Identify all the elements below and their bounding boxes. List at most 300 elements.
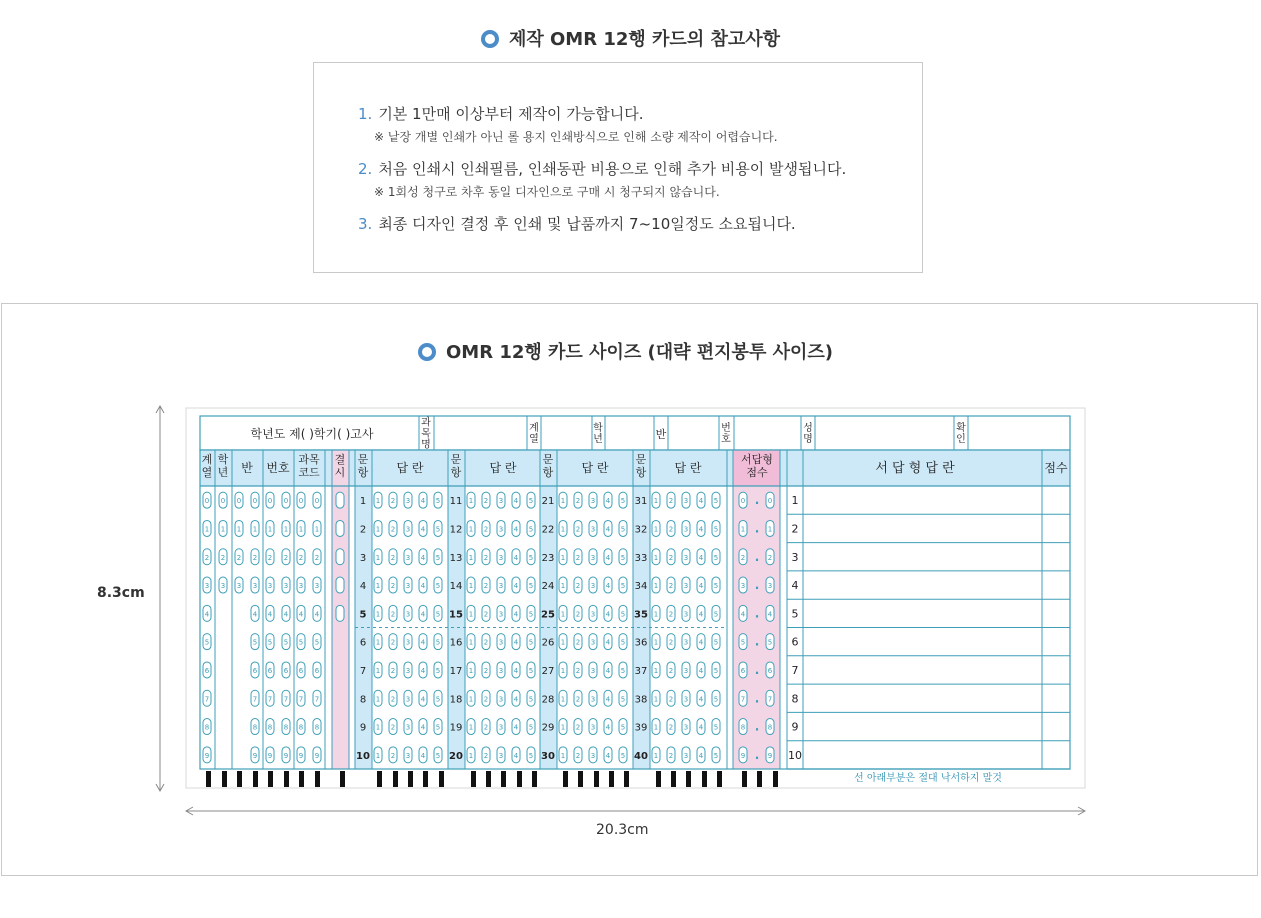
answer-bubble: 1 [653,638,659,647]
answer-bubble: 2 [668,525,674,534]
answer-bubble: 4 [513,638,519,647]
answer-bubble: 1 [375,638,381,647]
answer-bubble: 1 [560,695,566,704]
number-label: 번 [721,423,731,434]
answer-bubble: 1 [468,497,474,506]
answer-bubble: 5 [713,582,719,591]
answer-bubble: 2 [483,695,489,704]
answer-bubble: 3 [590,525,596,534]
col-question-label: 문 [635,453,647,466]
answer-bubble: 2 [483,751,489,760]
answer-bubble: 2 [668,723,674,732]
subject-code-bubble: 0 [314,497,320,506]
answer-bubble: 1 [560,751,566,760]
answer-bubble: 1 [468,723,474,732]
timing-mark [609,771,614,787]
answer-bubble: 5 [528,695,534,704]
answer-bubble: 2 [668,695,674,704]
answer-bubble: 5 [435,553,441,562]
question-number: 16 [449,637,463,649]
question-number: 11 [449,496,463,508]
answer-bubble: 3 [683,751,689,760]
essay-score-bubble: 0 [767,497,773,506]
answer-bubble: 4 [698,610,704,619]
timing-mark [340,771,345,787]
decimal-point: . [754,521,760,536]
series-bubble: 7 [204,695,210,704]
answer-bubble: 4 [513,553,519,562]
answer-bubble: 1 [653,723,659,732]
answer-bubble: 3 [405,582,411,591]
timing-mark [377,771,382,787]
timing-mark [315,771,320,787]
question-number: 34 [634,581,648,593]
answer-bubble: 2 [668,553,674,562]
answer-bubble: 5 [435,610,441,619]
number-bubble: 8 [283,723,289,732]
timing-mark [253,771,258,787]
col-series-label: 열 [201,466,213,479]
question-number: 1 [359,496,367,508]
answer-bubble: 4 [698,582,704,591]
question-number: 7 [359,665,367,677]
answer-bubble: 5 [528,525,534,534]
class-bubble: 4 [252,610,258,619]
question-number: 24 [541,581,555,593]
answer-bubble: 3 [590,695,596,704]
answer-bubble: 4 [698,497,704,506]
essay-row-number: 6 [791,635,799,649]
question-number: 39 [634,722,648,734]
height-arrow-icon [156,406,164,791]
question-number: 9 [359,722,367,734]
answer-bubble: 2 [575,553,581,562]
answer-bubble: 2 [483,497,489,506]
grade-label: 년 [593,434,603,445]
answer-bubble: 2 [483,610,489,619]
number-bubble: 4 [283,610,289,619]
timing-mark [578,771,583,787]
answer-bubble: 5 [435,723,441,732]
note-1: 1. 기본 1만매 이상부터 제작이 가능합니다. [358,105,644,123]
number-bubble: 7 [267,695,273,704]
question-number: 28 [541,694,555,706]
answer-bubble: 5 [620,666,626,675]
essay-row-number: 2 [791,522,799,536]
answer-bubble: 5 [435,582,441,591]
class-bubble: 1 [252,525,258,534]
answer-bubble: 3 [405,723,411,732]
essay-score-bubble: 6 [767,666,773,675]
answer-bubble: 2 [390,553,396,562]
answer-bubble: 5 [713,638,719,647]
col-subject-code-label: 과목 [298,453,320,466]
class-bubble: 0 [252,497,258,506]
answer-bubble: 1 [468,638,474,647]
answer-bubble: 2 [668,582,674,591]
answer-bubble: 3 [683,638,689,647]
answer-bubble: 4 [605,525,611,534]
class-bubble: 3 [236,582,242,591]
answer-bubble: 3 [590,666,596,675]
note-2: 2. 처음 인쇄시 인쇄필름, 인쇄동판 비용으로 인해 추가 비용이 발생됩니다. [358,160,847,178]
answer-bubble: 3 [405,553,411,562]
decimal-point: . [754,691,760,706]
answer-bubble: 5 [620,695,626,704]
answer-bubble: 2 [390,723,396,732]
essay-row-number: 9 [791,720,799,734]
answer-bubble: 5 [435,497,441,506]
col-number-label: 번호 [266,461,290,475]
question-number: 13 [449,552,463,564]
col-answer-label: 답 란 [581,461,609,475]
question-number: 15 [449,609,463,621]
answer-bubble: 2 [668,638,674,647]
class-bubble: 8 [252,723,258,732]
essay-score-bubble: 4 [767,610,773,619]
timing-mark [656,771,661,787]
col-essay-score-label: 서답형 [741,453,773,466]
absent-bubble [336,577,344,593]
answer-bubble: 3 [590,553,596,562]
answer-bubble: 4 [513,497,519,506]
subject-code-bubble: 0 [298,497,304,506]
question-number: 10 [356,750,370,762]
answer-bubble: 1 [468,610,474,619]
answer-bubble: 2 [390,610,396,619]
decimal-point: . [754,719,760,734]
answer-bubble: 2 [483,525,489,534]
answer-bubble: 5 [528,553,534,562]
subject-name-label: 목 [421,428,431,440]
answer-bubble: 5 [528,666,534,675]
answer-bubble: 5 [620,525,626,534]
essay-score-bubble: 1 [767,525,773,534]
answer-bubble: 1 [375,610,381,619]
decimal-point: . [754,493,760,508]
answer-bubble: 1 [468,525,474,534]
exam-title-text: 학년도 제( )학기( )고사 [250,427,374,441]
answer-bubble: 3 [590,582,596,591]
answer-bubble: 1 [468,553,474,562]
answer-bubble: 4 [420,638,426,647]
answer-bubble: 2 [390,582,396,591]
subject-name-label: 명 [421,439,431,451]
answer-bubble: 1 [560,610,566,619]
question-number: 32 [634,524,648,536]
question-number: 40 [634,750,648,762]
col-grade-label: 년 [217,466,229,479]
subject-code-bubble: 8 [298,723,304,732]
answer-bubble: 1 [560,497,566,506]
question-number: 3 [359,552,367,564]
col-subject-code-label: 코드 [298,466,320,479]
question-number: 30 [541,750,555,762]
answer-bubble: 5 [528,751,534,760]
question-number: 6 [359,637,367,649]
subject-code-bubble: 3 [314,582,320,591]
essay-score-bubble: 7 [767,695,773,704]
answer-bubble: 1 [653,610,659,619]
answer-bubble: 4 [513,695,519,704]
question-number: 5 [359,609,367,621]
answer-bubble: 1 [375,582,381,591]
number-bubble: 5 [283,638,289,647]
answer-bubble: 2 [575,751,581,760]
essay-score-bubble: 2 [767,553,773,562]
timing-mark [501,771,506,787]
answer-bubble: 5 [528,582,534,591]
essay-score-bubble: 6 [740,666,746,675]
number-bubble: 3 [267,582,273,591]
essay-row-number: 4 [791,579,799,593]
essay-row-number: 8 [791,692,799,706]
class-bubble: 0 [236,497,242,506]
number-bubble: 6 [283,666,289,675]
answer-bubble: 2 [483,638,489,647]
number-bubble: 1 [283,525,289,534]
answer-bubble: 2 [483,666,489,675]
timing-mark [393,771,398,787]
answer-bubble: 4 [698,666,704,675]
answer-bubble: 3 [405,525,411,534]
answer-bubble: 3 [405,497,411,506]
grade-bubble: 0 [220,497,226,506]
answer-bubble: 5 [435,666,441,675]
answer-bubble: 1 [375,553,381,562]
answer-bubble: 3 [683,497,689,506]
number-bubble: 7 [283,695,289,704]
absent-bubble [336,549,344,565]
answer-bubble: 3 [683,666,689,675]
series-bubble: 8 [204,723,210,732]
answer-bubble: 1 [653,751,659,760]
answer-bubble: 5 [620,723,626,732]
question-number: 22 [541,524,555,536]
question-number: 35 [634,609,648,621]
answer-bubble: 5 [620,582,626,591]
question-number: 14 [449,581,463,593]
question-number: 23 [541,552,555,564]
timing-mark [532,771,537,787]
essay-row-number: 10 [788,748,802,762]
class-bubble: 7 [252,695,258,704]
answer-bubble: 4 [605,695,611,704]
essay-score-bubble: 8 [767,723,773,732]
answer-bubble: 4 [605,751,611,760]
width-arrow-icon [186,807,1085,815]
subject-code-bubble: 3 [298,582,304,591]
question-number: 38 [634,694,648,706]
timing-mark [717,771,722,787]
essay-score-bubble: 5 [740,638,746,647]
timing-mark [408,771,413,787]
question-number: 36 [634,637,648,649]
series-bubble: 1 [204,525,210,534]
timing-mark [517,771,522,787]
essay-row-number: 7 [791,663,799,677]
subject-name-label: 과 [421,417,431,429]
subject-code-bubble: 6 [298,666,304,675]
answer-bubble: 4 [605,723,611,732]
timing-mark [471,771,476,787]
col-answer-label: 답 란 [396,461,424,475]
col-essay-score-label: 점수 [746,466,768,479]
answer-bubble: 5 [620,751,626,760]
class-bubble: 5 [252,638,258,647]
answer-bubble: 1 [375,723,381,732]
decimal-point: . [754,606,760,621]
answer-bubble: 4 [420,553,426,562]
answer-bubble: 4 [420,497,426,506]
answer-bubble: 5 [713,695,719,704]
essay-score-bubble: 1 [740,525,746,534]
essay-score-bubble: 2 [740,553,746,562]
col-question-label: 항 [635,466,647,479]
answer-bubble: 4 [698,638,704,647]
answer-bubble: 2 [483,553,489,562]
col-question-label: 문 [450,453,462,466]
timing-mark [237,771,242,787]
answer-bubble: 1 [468,582,474,591]
question-number: 21 [541,496,555,508]
number-bubble: 2 [267,553,273,562]
col-question-label: 항 [357,466,369,479]
grade-bubble: 2 [220,553,226,562]
answer-bubble: 4 [698,723,704,732]
answer-bubble: 5 [528,638,534,647]
answer-bubble: 5 [713,666,719,675]
answer-bubble: 4 [513,582,519,591]
answer-bubble: 3 [590,751,596,760]
col-score-label: 점수 [1044,461,1068,475]
col-class-label: 반 [241,461,253,475]
absent-bubble [336,520,344,536]
question-number: 18 [449,694,463,706]
absent-bubble [336,605,344,621]
timing-mark [742,771,747,787]
answer-bubble: 3 [498,751,504,760]
answer-bubble: 2 [668,610,674,619]
series-label: 열 [529,434,539,445]
timing-mark [423,771,428,787]
subject-code-bubble: 4 [298,610,304,619]
col-essay-answer-label: 서 답 형 답 란 [875,461,955,476]
answer-bubble: 1 [375,751,381,760]
question-number: 8 [359,694,367,706]
col-question-label: 항 [450,466,462,479]
timing-mark [284,771,289,787]
question-number: 2 [359,524,367,536]
answer-bubble: 5 [620,553,626,562]
answer-bubble: 1 [560,553,566,562]
answer-bubble: 4 [698,525,704,534]
answer-bubble: 3 [683,723,689,732]
answer-bubble: 4 [605,666,611,675]
answer-bubble: 1 [375,695,381,704]
answer-bubble: 4 [605,610,611,619]
answer-bubble: 2 [575,582,581,591]
number-bubble: 0 [283,497,289,506]
answer-bubble: 4 [513,610,519,619]
decimal-point: . [754,578,760,593]
essay-score-bubble: 9 [740,751,746,760]
answer-bubble: 4 [420,525,426,534]
col-grade-label: 학 [217,453,229,466]
answer-bubble: 1 [653,666,659,675]
answer-bubble: 5 [713,610,719,619]
answer-bubble: 2 [575,525,581,534]
answer-bubble: 3 [683,582,689,591]
answer-bubble: 4 [420,582,426,591]
answer-bubble: 4 [513,666,519,675]
essay-score-bubble: 5 [767,638,773,647]
essay-row-number: 5 [791,607,799,621]
answer-bubble: 4 [698,553,704,562]
subject-code-bubble: 6 [314,666,320,675]
class-bubble: 2 [252,553,258,562]
col-absent-label: 시 [334,466,346,479]
answer-bubble: 1 [560,638,566,647]
answer-bubble: 2 [390,666,396,675]
class-bubble: 1 [236,525,242,534]
answer-bubble: 1 [375,666,381,675]
answer-bubble: 5 [620,610,626,619]
answer-bubble: 3 [498,638,504,647]
number-bubble: 2 [283,553,289,562]
question-number: 33 [634,552,648,564]
answer-bubble: 4 [420,723,426,732]
note-3: 3. 최종 디자인 결정 후 인쇄 및 납품까지 7~10일정도 소요됩니다. [358,215,796,233]
number-bubble: 9 [283,751,289,760]
timing-mark [757,771,762,787]
timing-mark [686,771,691,787]
answer-bubble: 2 [668,751,674,760]
answer-bubble: 4 [420,751,426,760]
col-answer-label: 답 란 [489,461,517,475]
question-number: 12 [449,524,463,536]
absent-bubble [336,492,344,508]
height-dimension-label: 8.3cm [97,585,145,601]
essay-score-bubble: 8 [740,723,746,732]
essay-score-bubble: 3 [767,582,773,591]
answer-bubble: 5 [620,638,626,647]
essay-row-number: 3 [791,550,799,564]
answer-bubble: 2 [390,497,396,506]
essay-score-bubble: 0 [740,497,746,506]
number-bubble: 0 [267,497,273,506]
answer-bubble: 3 [498,553,504,562]
answer-bubble: 2 [575,723,581,732]
answer-bubble: 5 [528,723,534,732]
answer-bubble: 4 [420,695,426,704]
number-bubble: 8 [267,723,273,732]
number-bubble: 5 [267,638,273,647]
confirm-label: 확 [956,423,966,434]
answer-bubble: 1 [468,751,474,760]
col-answer-label: 답 란 [674,461,702,475]
answer-bubble: 4 [605,497,611,506]
answer-bubble: 1 [653,695,659,704]
subject-code-bubble: 1 [314,525,320,534]
answer-bubble: 2 [575,610,581,619]
essay-row-number: 1 [791,494,799,508]
timing-mark [773,771,778,787]
series-bubble: 9 [204,751,210,760]
answer-bubble: 5 [528,497,534,506]
timing-mark [563,771,568,787]
answer-bubble: 3 [405,666,411,675]
